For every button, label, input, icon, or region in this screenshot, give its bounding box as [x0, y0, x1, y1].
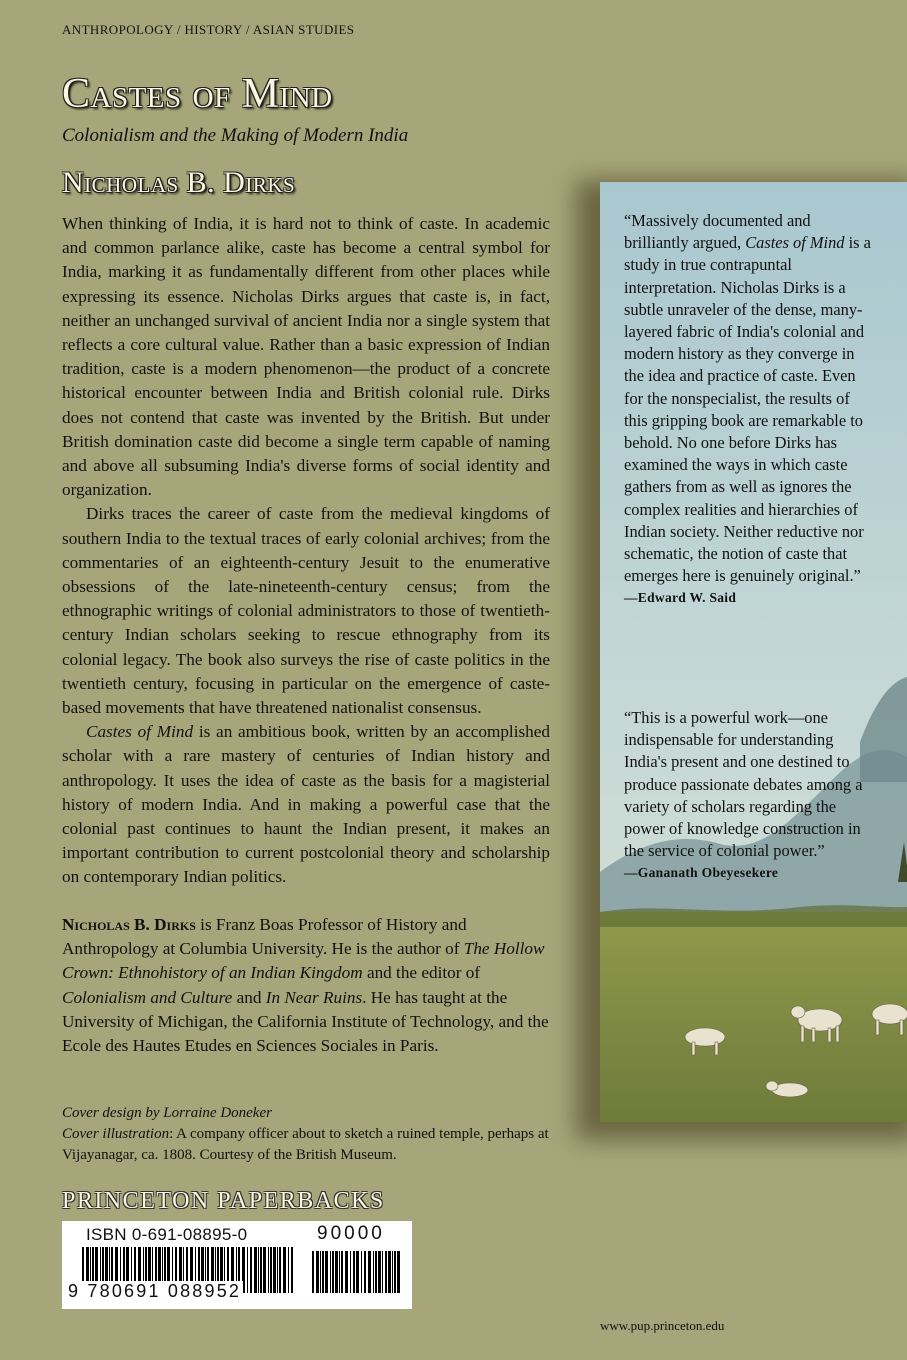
bio-text: is Franz Boas Professor of History and Anthropology at Columbia University. He is the author of	[62, 915, 467, 959]
cover-design-credit: Cover design by Lorraine Doneker	[62, 1105, 272, 1121]
barcode-bar	[325, 1251, 328, 1293]
review-quote-said	[624, 210, 874, 610]
website-url: www.pup.princeton.edu	[600, 1318, 725, 1333]
barcode-bar	[394, 1251, 396, 1293]
price-code-bars	[312, 1251, 402, 1293]
category-label: ANTHROPOLOGY / HISTORY / ASIAN STUDIES	[62, 22, 355, 37]
barcode-bar	[283, 1247, 286, 1293]
barcode-bar	[312, 1251, 314, 1293]
description-paragraph-3	[62, 720, 550, 889]
barcode-bar	[350, 1251, 351, 1293]
description-paragraph-2: Dirks traces the career of caste from the medieval kingdoms of southern India to the textual traces of early colonial archives; from the commentaries of an eighteenth-century Jesuit to the enumerative obsessions of the late-nineteenth-century census; from the ethnographic writings of colonial administrators to those of twentieth-century Indian scholars seeking to rescue ethnography from its colonial legacy. The book also surveys the rise of caste politics in the twentieth century, focusing in particular on the emergence of caste-based movements that have threatened nationalist consensus.	[62, 504, 550, 718]
quote-text: is a study in true contrapuntal interpretation. Nicholas Dirks is a subtle unraveler of the dense, many-layered fabric of India's colonial and modern history as they converge in the idea and practice of caste. Even for the nonspecialist, the results of this gripping book are remarkable to behold. No one before Dirks has examined the ways in which caste gathers from as well as ignores the complex realities and hierarchies of Indian society. Neither reductive nor schematic, the notion of caste that emerges here is genuinely original.”	[624, 233, 871, 586]
barcode-bar	[322, 1251, 324, 1293]
author-bio	[62, 913, 550, 1058]
bio-text: and the editor of	[362, 963, 481, 983]
barcode-bar	[397, 1251, 400, 1293]
barcode-bar	[392, 1251, 393, 1293]
barcode-bar	[279, 1247, 281, 1293]
barcode-bar	[353, 1251, 355, 1293]
quote-attribution: —Gananath Obeyesekere	[624, 865, 779, 881]
bio-book-title: In Near Ruins	[265, 987, 363, 1007]
barcode-bar	[260, 1247, 262, 1293]
barcode-bar	[254, 1247, 257, 1293]
review-quote-obeyesekere	[624, 707, 874, 885]
book-title-inline: Castes of Mind	[86, 722, 194, 742]
barcode-bar	[263, 1247, 266, 1293]
barcode-bar	[288, 1247, 289, 1293]
bio-book-title: Colonialism and Culture	[62, 987, 233, 1007]
barcode-bar	[339, 1251, 340, 1293]
quote-text: “This is a powerful work—one indispensable for understanding India's present and one destined to produce passionate debates among a variety of scholars regarding the power of knowledge construction in the service of colonial power.”	[624, 708, 863, 861]
barcode-bar	[277, 1247, 278, 1293]
barcode-number: 9 780691 088952	[68, 1281, 242, 1301]
barcode-bar	[330, 1251, 331, 1293]
barcode-bar	[291, 1247, 293, 1293]
barcode-bar	[356, 1251, 359, 1293]
book-title: Castes of Mind	[62, 71, 333, 117]
barcode	[62, 1221, 412, 1309]
barcode-bar	[375, 1251, 377, 1293]
description-paragraph-3-text: is an ambitious book, written by an accomplished scholar with a rare mastery of centuries of Indian history and anthropology. It uses the idea of caste as the basis for a magisterial history of modern India. And in making a powerful case that the colonial past continues to haunt the Indian present, it makes an important contribution to current postcolonial theory and scholarship on contemporary Indian politics.	[62, 722, 550, 887]
bio-text: and	[232, 987, 266, 1007]
quote-attribution: —Edward W. Said	[624, 590, 737, 606]
barcode-bar	[364, 1251, 366, 1293]
description-paragraph-1: When thinking of India, it is hard not to think of caste. In academic and common parlance alike, caste has become a central symbol for India, marking it as fundamentally different from other places while expressing its essence. Nicholas Dirks argues that caste is, in fact, neither an unchanged survival of ancient India nor a single system that reflects a core cultural value. Rather than a basic expression of Indian tradition, caste is a modern phenomenon—the product of a concrete historical encounter between India and British colonial rule. Dirks does not contend that caste was invented by the British. But under British domination caste did become a single term capable of naming and above all subsuming India's diverse forms of social identity and organization.	[62, 214, 550, 500]
barcode-bar	[378, 1251, 381, 1293]
description	[62, 212, 550, 890]
barcode-bar	[368, 1251, 371, 1293]
quote-book-title: Castes of Mind	[745, 233, 845, 253]
barcode-bar	[316, 1251, 319, 1293]
barcode-bar	[373, 1251, 374, 1293]
barcode-bar	[270, 1247, 272, 1293]
bio-book-title: The Hollow Crown: Ethnohistory of an Indian Kingdom	[62, 939, 545, 983]
quote-text: “Massively documented and brilliantly argued,	[624, 211, 811, 253]
isbn: ISBN 0-691-08895-0	[86, 1225, 248, 1244]
barcode-bar	[247, 1247, 248, 1293]
barcode-bar	[273, 1247, 276, 1293]
author-name: Nicholas B. Dirks	[62, 166, 296, 199]
bio-name: Nicholas B. Dirks	[62, 915, 196, 934]
series-name: PRINCETON PAPERBACKS	[62, 1188, 385, 1214]
barcode-bar	[388, 1251, 391, 1293]
cover-credits	[62, 1103, 562, 1166]
barcode-bar	[385, 1251, 387, 1293]
barcode-bar	[345, 1251, 348, 1293]
barcode-bar	[341, 1251, 343, 1293]
barcode-bar	[361, 1251, 362, 1293]
barcode-bar	[335, 1251, 338, 1293]
bio-text: . He has taught at the University of Michigan, the California Institute of Technology, and the Ecole des Hautes Etudes en Sciences Sociales in Paris.	[62, 987, 549, 1056]
price-code: 90000	[317, 1223, 385, 1244]
barcode-bar	[258, 1247, 259, 1293]
cover-illustration-label: Cover illustration	[62, 1126, 170, 1142]
cover-illustration-text: : A company officer about to sketch a ruined temple, perhaps at Vijayanagar, ca. 1808. Courtesy of the British Museum.	[62, 1126, 549, 1163]
book-subtitle: Colonialism and the Making of Modern India	[62, 125, 409, 146]
barcode-bar	[382, 1251, 383, 1293]
barcode-bar	[268, 1247, 269, 1293]
barcode-bar	[332, 1251, 334, 1293]
barcode-bar	[250, 1247, 252, 1293]
barcode-bar	[320, 1251, 321, 1293]
